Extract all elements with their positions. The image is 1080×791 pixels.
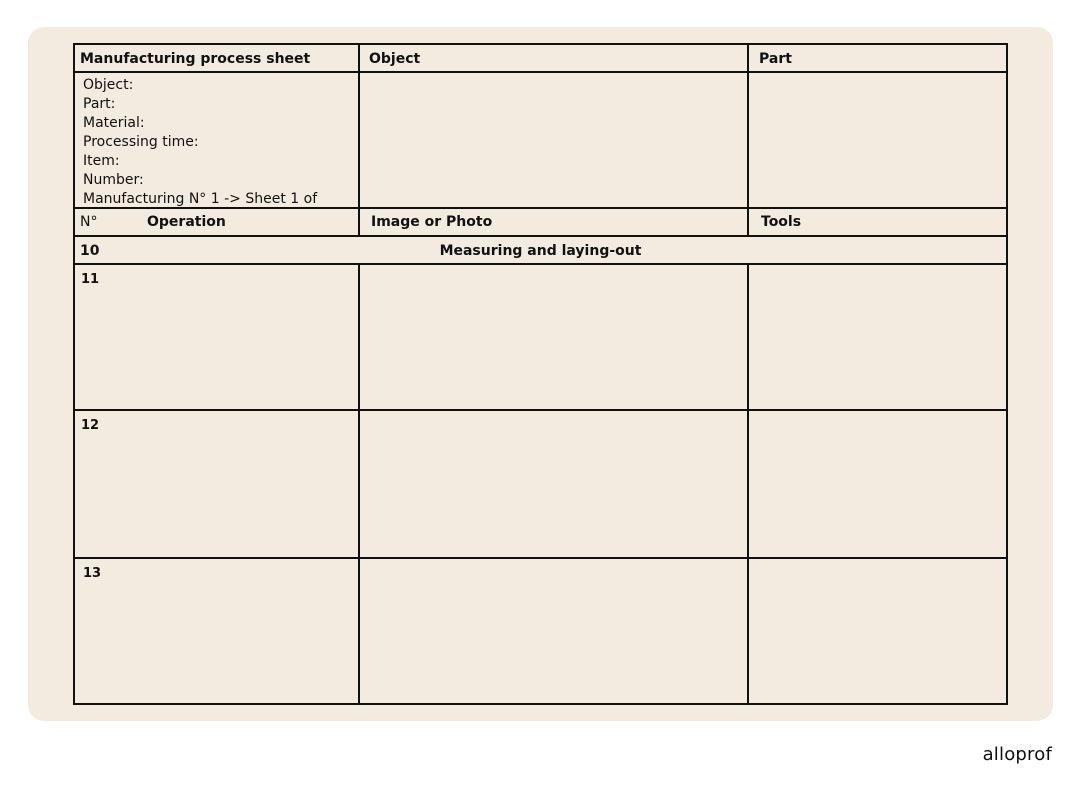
info-field-object: Object: xyxy=(83,77,134,93)
row-12-number: 12 xyxy=(81,418,100,433)
sheet-title: Manufacturing process sheet xyxy=(80,51,311,67)
info-fields xyxy=(83,76,353,209)
part-header: Part xyxy=(759,51,792,67)
process-sheet-table xyxy=(73,43,1008,705)
info-field-item: Item: xyxy=(83,153,120,169)
row-divider-row12 xyxy=(75,557,1006,559)
number-column-header: N° xyxy=(80,214,98,230)
row-divider-row11 xyxy=(75,409,1006,411)
row-divider-step10 xyxy=(75,263,1006,265)
row-divider-columns xyxy=(75,235,1006,237)
object-header: Object xyxy=(369,51,421,67)
tools-column-header: Tools xyxy=(761,214,802,230)
alloprof-logo: alloprof xyxy=(982,744,1052,765)
step-10-label: Measuring and laying-out xyxy=(439,243,642,259)
column-divider-3 xyxy=(358,263,360,705)
image-column-header: Image or Photo xyxy=(371,214,493,230)
info-field-part: Part: xyxy=(83,96,116,112)
info-field-number: Number: xyxy=(83,172,144,188)
step-10-number: 10 xyxy=(80,243,100,259)
row-11-number: 11 xyxy=(81,272,100,287)
row-divider-header xyxy=(75,71,1006,73)
info-field-material: Material: xyxy=(83,115,145,131)
column-divider-4 xyxy=(747,263,749,705)
row-13-number: 13 xyxy=(83,566,102,581)
info-field-processing-time: Processing time: xyxy=(83,134,199,150)
info-field-manufacturing-sheet: Manufacturing N° 1 -> Sheet 1 of xyxy=(83,191,318,207)
operation-column-header: Operation xyxy=(147,214,226,230)
